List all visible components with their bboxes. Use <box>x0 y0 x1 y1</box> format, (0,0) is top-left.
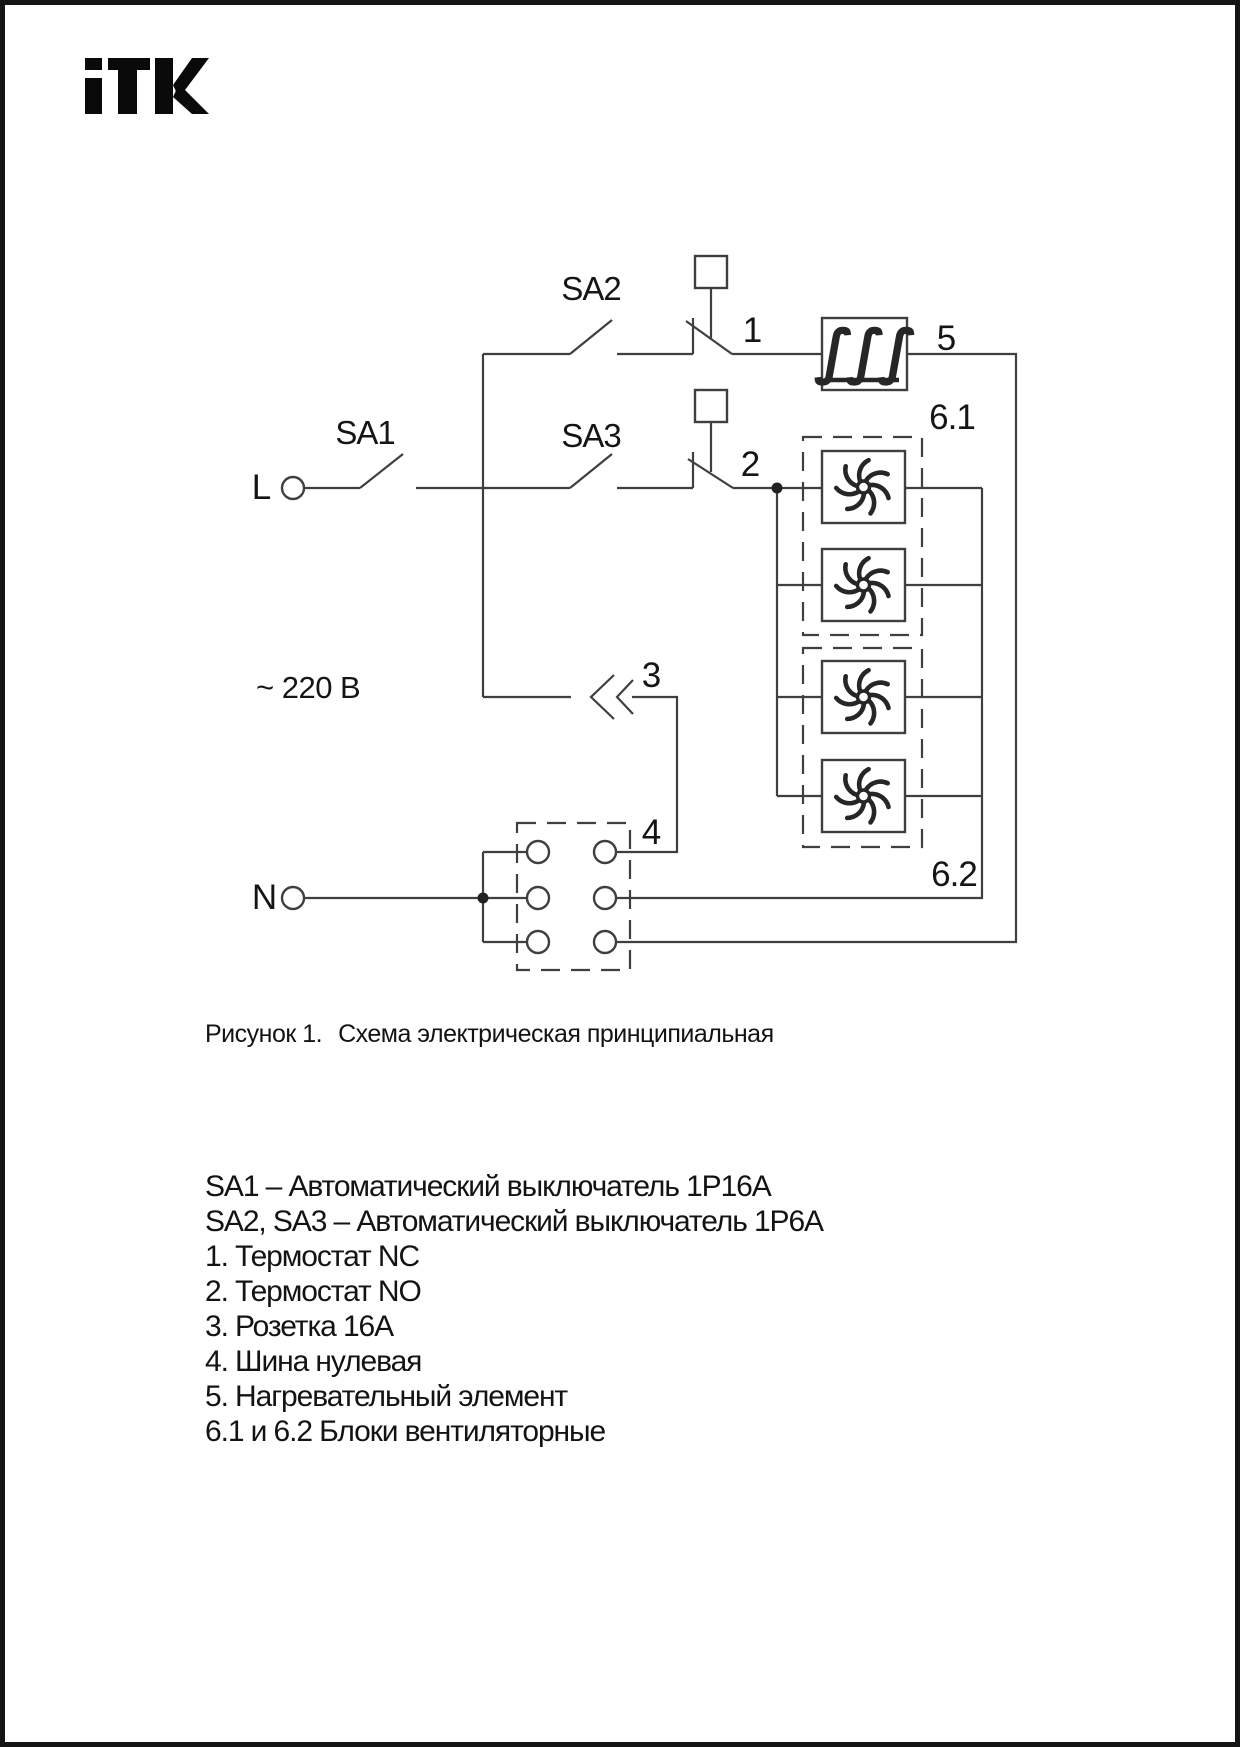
label-sa2: SA2 <box>561 270 621 307</box>
legend-line-sa1: SA1 – Автоматический выключатель 1Р16А <box>205 1170 771 1203</box>
junction-dot <box>772 483 783 494</box>
label-num-fan-block-2: 6.2 <box>931 855 977 894</box>
label-num-thermostat-nc: 1 <box>742 311 762 350</box>
fan-icon-2 <box>822 549 905 621</box>
wire-sa2-to-thermostat1 <box>617 318 693 354</box>
label-num-fan-block-1: 6.1 <box>929 398 975 437</box>
legend-line-thermostat-nc: 1. Термостат NC <box>205 1240 420 1273</box>
thermostat-1-sensor-box <box>695 256 727 288</box>
legend-line-heater: 5. Нагревательный элемент <box>205 1380 568 1413</box>
label-voltage: ~ 220 В <box>256 670 361 705</box>
legend-line-sa2-sa3: SA2, SA3 – Автоматический выключатель 1Р6А <box>205 1205 823 1238</box>
fan-return-stubs <box>905 488 982 796</box>
thermostat-2-sensor-box <box>695 390 727 422</box>
label-num-heater: 5 <box>936 319 956 358</box>
nullbus-terminal <box>527 931 549 953</box>
figure-caption <box>205 1020 774 1049</box>
figure-caption-text: Схема электрическая принципиальная <box>338 1020 774 1048</box>
nullbus-terminal <box>527 841 549 863</box>
switch-sa1-blade <box>360 454 403 488</box>
legend-line-socket: 3. Розетка 16А <box>205 1310 394 1343</box>
legend-line-fan-blocks: 6.1 и 6.2 Блоки вентиляторные <box>205 1415 606 1448</box>
label-num-nullbus: 4 <box>641 813 661 852</box>
label-terminal-n: N <box>251 878 277 917</box>
label-num-thermostat-no: 2 <box>740 445 760 484</box>
terminals <box>282 477 616 953</box>
label-sa1: SA1 <box>335 414 395 451</box>
legend-line-thermostat-no: 2. Термостат NO <box>205 1275 421 1308</box>
socket-chevron-outer <box>591 675 614 719</box>
switch-sa3-blade <box>570 454 612 488</box>
wire-sa3-to-thermostat2 <box>617 452 693 488</box>
nullbus-terminal <box>594 931 616 953</box>
label-num-socket: 3 <box>641 656 661 695</box>
legend-line-null-bus: 4. Шина нулевая <box>205 1345 422 1378</box>
figure-caption-number: Рисунок 1. <box>205 1020 323 1048</box>
legend <box>205 1169 823 1449</box>
fan-return-bus <box>616 488 982 898</box>
label-sa3: SA3 <box>561 417 621 454</box>
terminal-l-circle <box>282 477 304 499</box>
socket-chevron-inner <box>617 680 633 714</box>
heater-coils-icon <box>813 317 916 387</box>
nullbus-terminal <box>594 841 616 863</box>
nullbus-terminal <box>527 887 549 909</box>
label-terminal-l: L <box>251 468 271 507</box>
switch-sa2-blade <box>570 320 612 354</box>
fan-icon-1 <box>822 451 905 523</box>
fans <box>822 451 905 832</box>
fan-feed-stubs <box>777 585 822 796</box>
nullbus-terminal <box>594 887 616 909</box>
heater-coil-glyphs: ∫∫∫ <box>812 317 915 387</box>
terminal-n-circle <box>282 887 304 909</box>
fan-icon-4 <box>822 760 905 832</box>
junction-dot <box>478 893 489 904</box>
fan-icon-3 <box>822 661 905 733</box>
